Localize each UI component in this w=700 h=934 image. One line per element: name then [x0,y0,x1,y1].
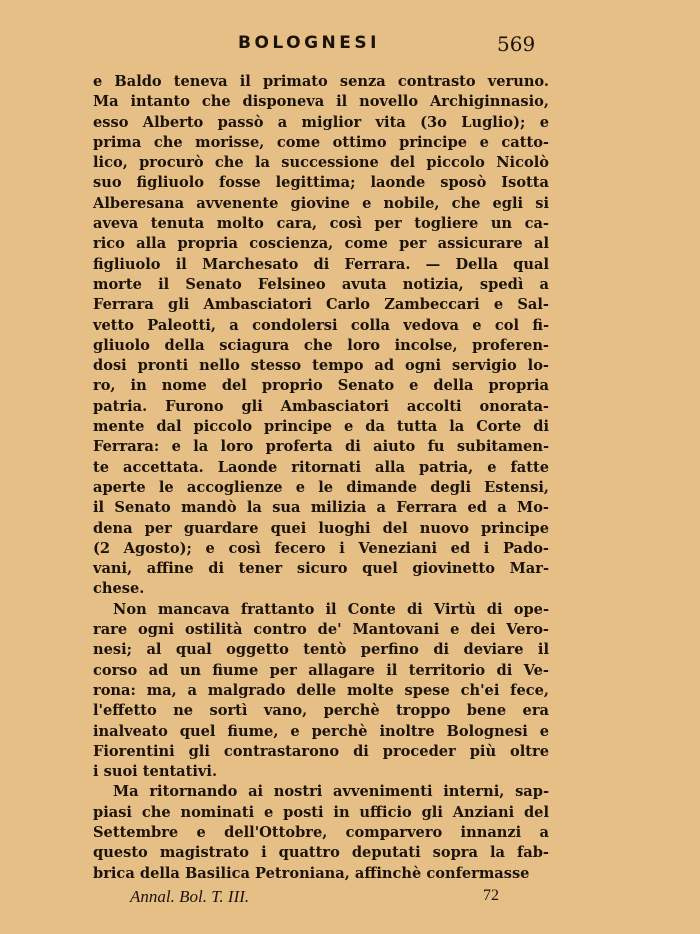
text-line: mente dal piccolo principe e da tutta la Corte di [93,418,549,436]
text-line: rico alla propria coscienza, come per assicurare al [93,235,549,253]
text-line: ro, in nome del proprio Senato e della propria [93,377,549,395]
text-line: brica della Basilica Petroniana, affinchè confermasse [93,864,530,882]
text-line: gliuolo della sciagura che loro incolse, proferen- [93,336,549,354]
text-line: corso ad un fiume per allagare il territorio di Ve- [93,661,549,679]
paragraph [93,600,549,783]
text-line: patria. Furono gli Ambasciatori accolti onorata- [93,397,549,415]
text-line: Alberesana avvenente giovine e nobile, che egli si [93,194,549,212]
text-line: Ferrara gli Ambasciatori Carlo Zambeccari e Sal- [93,296,549,314]
text-line: rona: ma, a malgrado delle molte spese ch'ei fece, [93,681,549,699]
page-number: 569 [497,32,536,56]
text-line: Non mancava frattanto il Conte di Virtù di ope- [113,600,549,618]
text-line: morte il Senato Felsineo avuta notizia, spedì a [93,275,549,293]
signature-mark: Annal. Bol. T. III. [130,887,250,906]
text-line: vetto Paleotti, a condolersi colla vedova e col fi- [93,316,549,334]
text-line: aperte le accoglienze e le dimande degli Estensi, [93,478,549,496]
page-header [0,33,700,59]
text-line: vani, affine di tener sicuro quel giovinetto Mar- [93,560,549,578]
text-line: Settembre e dell'Ottobre, comparvero innanzi a [93,823,549,841]
body-text [93,72,549,884]
text-line: chese. [93,580,145,598]
sheet-number: 72 [483,887,499,904]
text-line: inalveato quel fiume, e perchè inoltre Bolognesi e [93,722,549,740]
text-line: l'effetto ne sortì vano, perchè troppo bene era [93,702,549,720]
running-title: BOLOGNESI [238,33,380,53]
text-line: figliuolo il Marchesato di Ferrara. — Della qual [93,255,549,273]
text-line: esso Alberto passò a miglior vita (3o Luglio); e [93,113,549,131]
text-line: dosi pronti nello stesso tempo ad ogni servigio lo- [93,357,549,375]
text-line: (2 Agosto); e così fecero i Veneziani ed i Pado- [93,539,549,557]
text-line: te accettata. Laonde ritornati alla patria, e fatte [93,458,549,476]
text-line: prima che morisse, come ottimo principe e catto- [93,133,549,151]
paragraph [93,72,549,600]
paragraph [93,782,549,883]
text-line: nesi; al qual oggetto tentò perfino di deviare il [93,641,549,659]
text-line: lico, procurò che la successione del piccolo Nicolò [93,154,549,172]
text-line: Fiorentini gli contrastarono di proceder più oltre [93,742,549,760]
text-line: suo figliuolo fosse legittima; laonde sposò Isotta [93,174,549,192]
text-line: piasi che nominati e posti in ufficio gli Anziani del [93,803,549,821]
text-line: e Baldo teneva il primato senza contrasto veruno. [93,73,549,90]
text-line: Ma ritornando ai nostri avvenimenti interni, sap- [113,783,549,801]
text-line: i suoi tentativi. [93,763,218,781]
text-line: questo magistrato i quattro deputati sopra la fab- [93,844,549,862]
text-line: Ma intanto che disponeva il novello Archiginnasio, [93,93,549,111]
text-line: il Senato mandò la sua milizia a Ferrara ed a Mo- [93,499,549,517]
text-line: rare ogni ostilità contro de' Mantovani e dei Vero- [93,621,549,639]
text-line: Ferrara: e la loro proferta di aiuto fu subitamen- [93,438,549,456]
text-line: aveva tenuta molto cara, così per togliere un ca- [93,215,549,233]
text-line: dena per guardare quei luoghi del nuovo principe [93,519,549,537]
page-footer [0,887,700,909]
